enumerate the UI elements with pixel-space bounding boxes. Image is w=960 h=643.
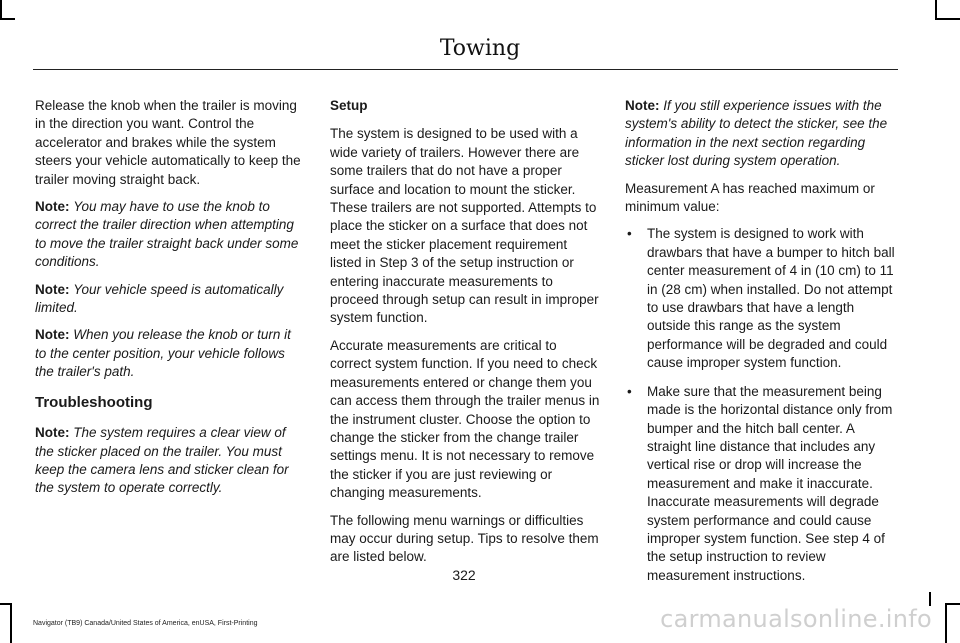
list-item <box>625 225 895 372</box>
note-label: Note: <box>35 281 70 297</box>
crop-mark-right-tick <box>929 592 931 606</box>
page-number: 322 <box>452 567 476 583</box>
note-text: When you release the knob or turn it to the center position, your vehicle follows the trailer's path. <box>35 327 291 380</box>
list-item-text: Make sure that the measurement being made is the horizontal distance only from bumper and the hitch ball center. A straight line distance that includes any vertical rise or drop will increase the measurement and make it inaccurate. Inaccurate measurements will degrade system performance and could cause improper system function. See step 4 of the setup instruction to review measurement instructions. <box>647 383 893 583</box>
paragraph: The system is designed to be used with a wide variety of trailers. However there are some trailers that do not have a proper surface and location to mount the sticker. These trailers are not supported. Attempts to place the sticker on a surface that does not meet the sticker placement requirement listed in Step 3 of the setup instruction or entering inaccurate measurements to proceed through setup can result in improper system function. <box>330 126 599 326</box>
note <box>35 326 305 381</box>
crop-mark-top-right-h <box>935 18 960 20</box>
list-item-text: The system is designed to work with drawbars that have a bumper to hitch ball center measurement of 4 in (10 cm) to 11 in (28 cm) when installed. Do not attempt to use drawbars that have a length outside this range as the system performance will be degraded and could cause improper system function. <box>647 226 895 371</box>
note-label: Note: <box>625 98 660 113</box>
bullet-list <box>625 225 895 585</box>
paragraph: The following menu warnings or difficulties may occur during setup. Tips to resolve them are listed below. <box>330 512 599 565</box>
note-text: Your vehicle speed is automatically limited. <box>35 281 284 316</box>
note-label: Note: <box>35 425 70 441</box>
column-right <box>625 97 895 595</box>
list-item <box>625 383 895 585</box>
paragraph: Release the knob when the trailer is moving in the direction you want. Control the accelerator and brakes while the system steers your vehicle automatically to keep the trailer moving straight back. <box>35 98 301 187</box>
note <box>35 424 305 498</box>
column-left <box>35 97 305 507</box>
paragraph: Accurate measurements are critical to correct system function. If you need to check measurements entered or change them you can access them through the trailer menus in the instrument cluster. Choose the option to change the sticker from the change trailer settings menu. It is not necessary to remove the sticker if you are just reviewing or changing measurements. <box>330 337 600 501</box>
crop-mark-bottom-left-v <box>10 603 12 643</box>
bullet-icon: • <box>627 383 632 399</box>
note-text: The system requires a clear view of the sticker placed on the trailer. You must keep the camera lens and sticker clean for the system to operate correctly. <box>35 425 289 496</box>
crop-mark-top-left-v <box>0 0 2 20</box>
crop-mark-bottom-right-v <box>945 603 947 643</box>
section-heading-troubleshooting: Troubleshooting <box>35 393 153 411</box>
footer-text: Navigator (TB9) Canada/United States of America, enUSA, First-Printing <box>33 620 258 627</box>
crop-mark-top-left-h <box>0 18 15 20</box>
crop-mark-top-right-v <box>935 0 937 20</box>
column-middle <box>330 97 600 576</box>
page-header-title: Towing <box>439 36 521 61</box>
note <box>625 97 895 171</box>
watermark: carmanualsonline.info <box>660 605 932 633</box>
note-text: You may have to use the knob to correct the trailer direction when attempting to move the trailer straight back under some conditions. <box>35 199 299 270</box>
note <box>35 198 305 272</box>
header-divider <box>33 69 898 70</box>
crop-mark-bottom-right-h <box>945 603 960 605</box>
paragraph: Measurement A has reached maximum or minimum value: <box>625 180 875 215</box>
note-label: Note: <box>35 327 70 343</box>
note-text: If you still experience issues with the system's ability to detect the sticker, see the information in the next section regarding sticker lost during system operation. <box>625 98 888 169</box>
crop-mark-bottom-left-h <box>0 603 12 605</box>
bullet-icon: • <box>627 226 632 242</box>
note <box>35 281 305 318</box>
section-heading-setup: Setup <box>330 98 368 113</box>
note-label: Note: <box>35 199 70 215</box>
